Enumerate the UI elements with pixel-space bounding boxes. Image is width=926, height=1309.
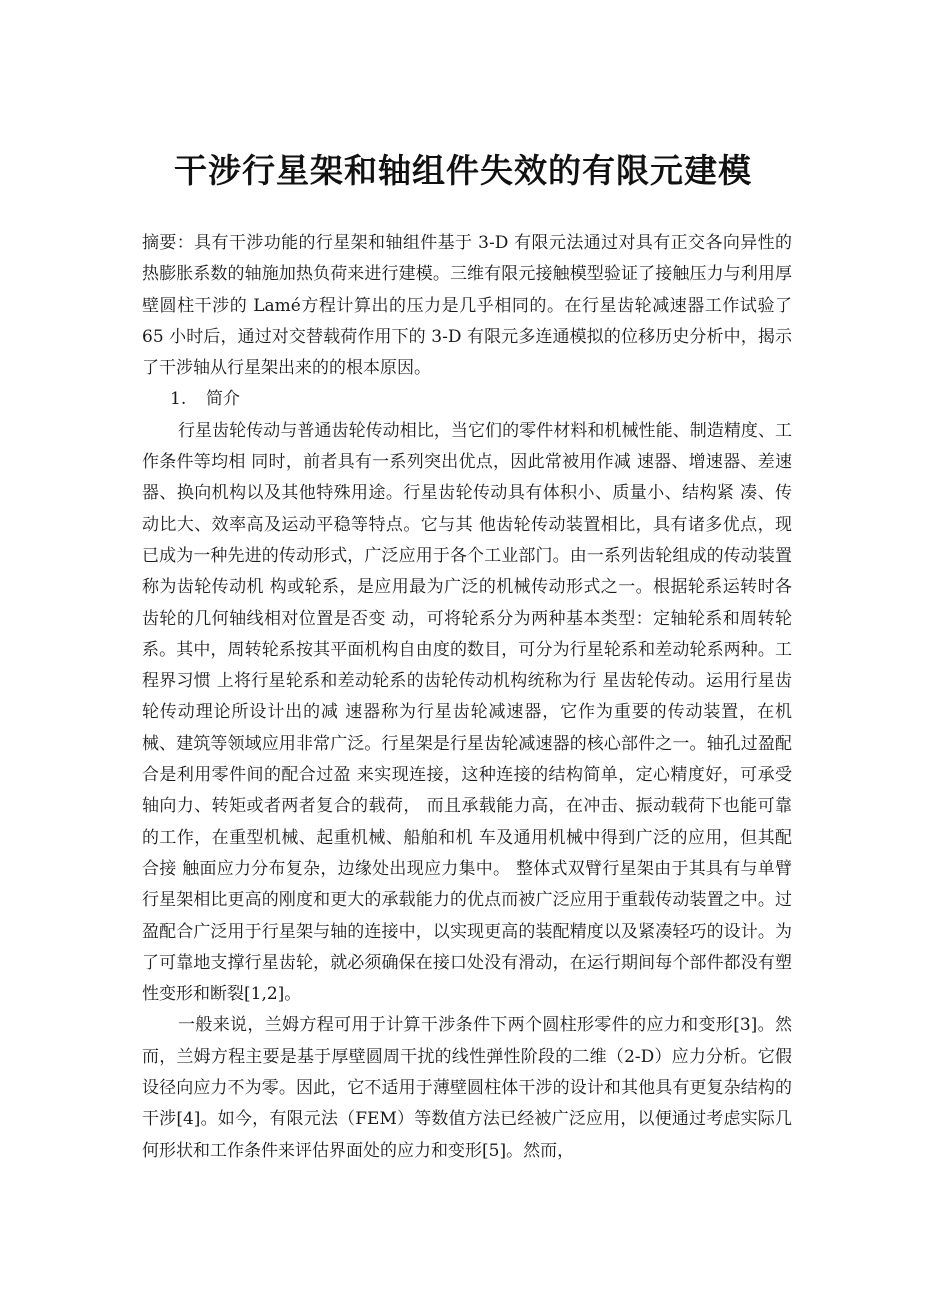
abstract-paragraph: 摘要：具有干涉功能的行星架和轴组件基于 3-D 有限元法通过对具有正交各向异性的热膨胀系数的轴施加热负荷来进行建模。三维有限元接触模型验证了接触压力与利用厚壁圆柱干涉的 Lamé方程计算出的压力是几乎相同的。在行星齿轮减速器工作试验了 65 小时后，通过对交替载荷作用下的 3-D 有限元多连通模拟的位移历史分析中，揭示了干涉轴从行星架出来的的根本原因。 [142,233,792,379]
body-paragraph-1: 行星齿轮传动与普通齿轮传动相比，当它们的零件材料和机械性能、制造精度、工作条件等均相 同时，前者具有一系列突出优点，因此常被用作减 速器、增速器、差速器、换向机构以及其他特殊用途。行星齿轮传动具有体积小、质量小、结构紧 凑、传动比大、效率高及运动平稳等特点。它与其 他齿轮传动装置相比，具有诸多优点，现已成为一种先进的传动形式，广泛应用于各个工业部门。由一系列齿轮组成的传动装置称为齿轮传动机 构或轮系，是应用最为广泛的机械传动形式之一。根据轮系运转时各齿轮的几何轴线相对位置是否变 动，可将轮系分为两种基本类型：定轴轮系和周转轮系。其中，周转轮系按其平面机构自由度的数目，可分为行星轮系和差动轮系两种。工程界习惯 上将行星轮系和差动轮系的齿轮传动机构统称为行 星齿轮传动。运用行星齿轮传动理论所设计出的减 速器称为行星齿轮减速器，它作为重要的传动装置，在机械、建筑等领域应用非常广泛。行星架是行星齿轮减速器的核心部件之一。轴孔过盈配合是利用零件间的配合过盈 来实现连接，这种连接的结构简单，定心精度好，可承受轴向力、转矩或者两者复合的载荷， 而且承载能力高，在冲击、振动载荷下也能可靠的工作，在重型机械、起重机械、船舶和机 车及通用机械中得到广泛的应用，但其配合接 触面应力分布复杂，边缘处出现应力集中。 整体式双臂行星架由于其具有与单臂行星架相比更高的刚度和更大的承载能力的优点而被广泛应用于重载传动装置之中。过盈配合广泛用于行星架与轴的连接中，以实现更高的装配精度以及紧凑轻巧的设计。为了可靠地支撑行星齿轮，就必须确保在接口处没有滑动，在运行期间每个部件都没有塑性变形和断裂[1,2]。 [142,420,792,1005]
body-paragraph-2: 一般来说，兰姆方程可用于计算干涉条件下两个圆柱形零件的应力和变形[3]。然而，兰姆方程主要是基于厚壁圆周干扰的线性弹性阶段的二维（2-D）应力分析。它假设径向应力不为零。因此，它不适用于薄壁圆柱体干涉的设计和其他具有更复杂结构的干涉[4]。如今，有限元法（FEM）等数值方法已经被广泛应用，以便通过考虑实际几何形状和工作条件来评估界面处的应力和变形[5]。然而， [142,1015,792,1161]
section-title: 简介 [206,389,240,410]
paper-body [142,228,792,1167]
section-number: 1. [170,389,187,410]
section-heading [142,384,792,415]
paper-title: 干涉行星架和轴组件失效的有限元建模 [174,151,752,190]
